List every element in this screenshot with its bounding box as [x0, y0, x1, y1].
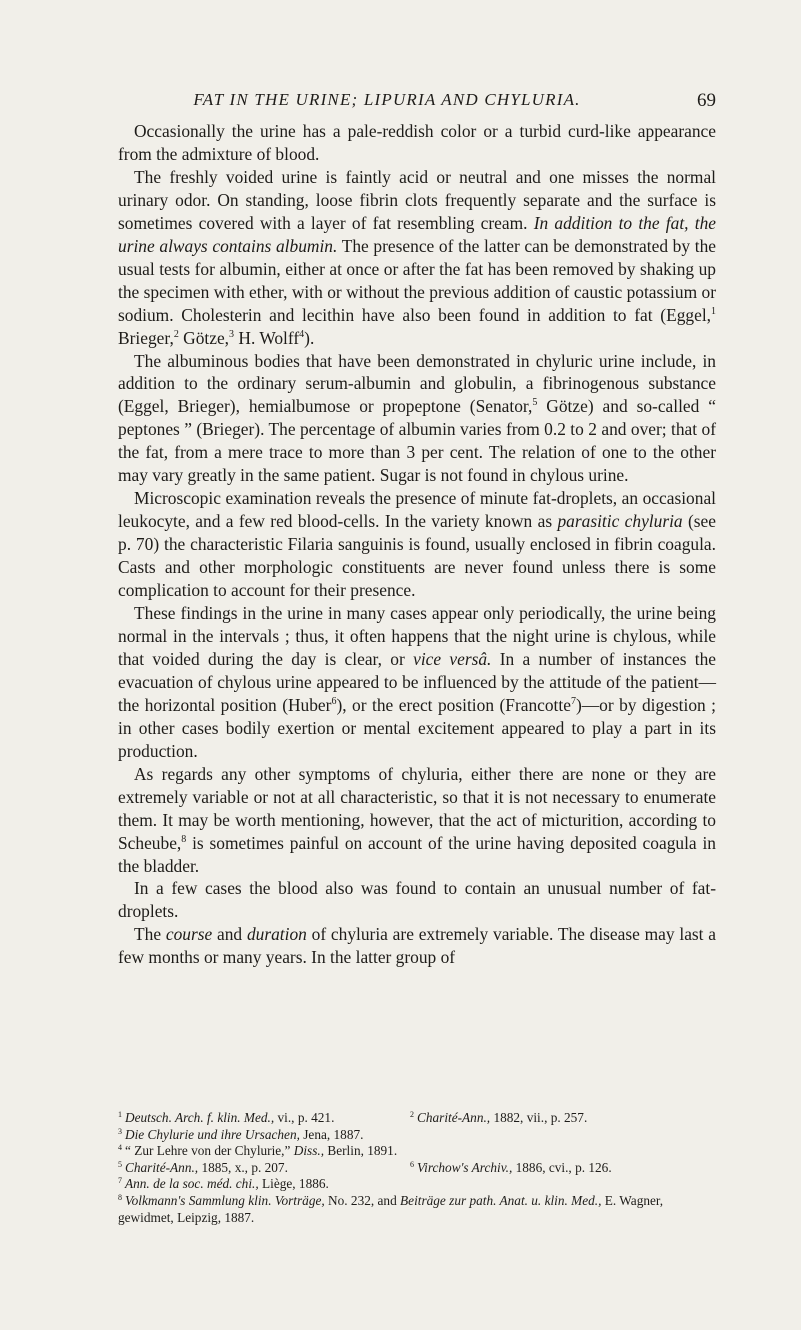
- footnote-title: Die Chylurie und ihre Ursachen,: [125, 1126, 300, 1142]
- footnote-ref: 5: [532, 397, 538, 409]
- text-run: H. Wolff: [234, 327, 300, 348]
- paragraph: [118, 923, 716, 969]
- emphasis: parasitic chyluria: [557, 511, 683, 532]
- footnote-1: [118, 1110, 410, 1127]
- footnote-text: vi., p. 421.: [274, 1110, 335, 1125]
- text-run: (see p. 70) the characteristic Filaria sanguinis is found, usually enclosed in fibrin coagula. Casts and other morphologic constituents are never found unless there is some complication to account for their presence.: [118, 511, 716, 601]
- text-run: and: [217, 924, 243, 945]
- footnote-ref: 4: [299, 328, 305, 340]
- footnote-number: 5: [118, 1159, 122, 1169]
- footnote-title: Diss.,: [293, 1143, 325, 1159]
- body-text: [118, 120, 716, 969]
- footnote-number: 6: [410, 1159, 414, 1169]
- footnote-text: E. Wagner, gewidmet, Leipzig, 1887.: [118, 1192, 664, 1225]
- emphasis: course: [165, 924, 213, 945]
- paragraph: [118, 120, 716, 166]
- page-header: [118, 90, 716, 114]
- footnote-number: 7: [118, 1176, 122, 1186]
- text-run: The freshly voided urine is faintly acid or neutral and one misses the normal urinary odor. On standing, loose fibrin clots frequently separate and the surface is sometimes covered with a layer of fat resembling cream.: [118, 166, 716, 233]
- footnote-ref: 1: [711, 305, 716, 317]
- footnote-ref: 8: [181, 833, 187, 845]
- footnote-number: 8: [118, 1192, 122, 1202]
- footnote-text: “ Zur Lehre von der Chylurie,”: [125, 1143, 294, 1159]
- footnote-ref: 7: [570, 695, 576, 707]
- footnote-text: Jena, 1887.: [299, 1126, 364, 1142]
- footnote-title: Charité-Ann.,: [125, 1159, 199, 1175]
- footnote-ref: 3: [229, 328, 235, 340]
- footnote-row: [118, 1160, 716, 1177]
- text-run: ).: [304, 327, 315, 348]
- footnote-number: 1: [118, 1110, 122, 1119]
- footnote-text: 1882, vii., p. 257.: [490, 1110, 588, 1125]
- emphasis: vice versâ.: [413, 648, 492, 669]
- text-run: Occasionally the urine has a pale-reddish color or a turbid curd-like appearance from the admixture of blood.: [118, 121, 716, 164]
- text-run: ), or the erect position (Francotte: [336, 694, 571, 715]
- text-run: Götze,: [178, 327, 230, 348]
- footnotes: [118, 1110, 716, 1226]
- text-run: The presence of the latter can be demonstrated by the usual tests for albumin, either at once or after the fat has been removed by shaking up the specimen with ether, with or without the previous addition of caustic potassium or sodium. Cholesterin and lecithin have also been found in addition to fat (Eggel,: [118, 235, 716, 325]
- footnote-text: Berlin, 1891.: [324, 1143, 398, 1159]
- footnote-8: [118, 1193, 716, 1226]
- text-run: These findings in the urine in many cases appear only periodically, the urine being normal in the intervals ; thus, it often happens that the night urine is chylous, while that voided during the day is clear, or: [118, 603, 716, 669]
- footnote-title: Charité-Ann.,: [417, 1110, 491, 1125]
- text-run: As regards any other symptoms of chyluria, either there are none or they are extremely variable or not at all characteristic, so that it is not necessary to enumerate them. It may be worth mentioning, however, that the act of micturition, according to Scheube,: [118, 763, 716, 853]
- footnote-title: Deutsch. Arch. f. klin. Med.,: [125, 1110, 275, 1125]
- footnote-4: [118, 1143, 716, 1160]
- footnote-number: 4: [118, 1143, 122, 1153]
- page-number: 69: [697, 90, 716, 111]
- footnote-3: [118, 1127, 716, 1144]
- footnote-7: [118, 1176, 716, 1193]
- footnote-text: 1886, cvi., p. 126.: [512, 1159, 612, 1175]
- footnote-title: Beiträge zur path. Anat. u. klin. Med.,: [400, 1192, 602, 1208]
- text-run: Microscopic examination reveals the presence of minute fat-droplets, an occasional leukocyte, and a few red blood-cells. In the variety known as: [118, 488, 716, 532]
- text-run: In a number of instances the evacuation of chylous urine appeared to be influenced by the attitude of the patient—the horizontal position (Huber: [118, 648, 717, 715]
- footnote-title: Virchow's Archiv.,: [417, 1159, 513, 1175]
- text-run: In a few cases the blood also was found to contain an unusual number of fat-droplets.: [118, 878, 716, 922]
- footnote-ref: 2: [173, 328, 179, 340]
- footnote-ref: 6: [331, 695, 337, 707]
- footnote-number: 2: [410, 1110, 414, 1119]
- paragraph: [118, 487, 716, 602]
- paragraph: [118, 602, 716, 763]
- text-run: Brieger,: [118, 327, 174, 348]
- footnote-row: [118, 1110, 716, 1127]
- footnote-title: Volkmann's Sammlung klin. Vorträge,: [125, 1192, 325, 1208]
- text-run: The albuminous bodies that have been demonstrated in chyluric urine include, in addition to the ordinary serum-albumin and globulin, a fibrinogenous substance (Eggel, Brieger), hemialbumose or propeptone (Senator,: [118, 350, 716, 417]
- footnote-text: Liège, 1886.: [258, 1176, 329, 1192]
- footnote-text: No. 232, and: [324, 1192, 401, 1208]
- footnote-title: Ann. de la soc. méd. chi.,: [125, 1176, 259, 1192]
- text-run: is sometimes painful on account of the urine having deposited coagula in the bladder.: [118, 832, 716, 876]
- footnote-2: [410, 1110, 716, 1127]
- text-run: )—or by digestion ; in other cases bodily exertion or mental excitement appeared to play a part in its production.: [118, 694, 717, 761]
- footnote-6: [410, 1160, 716, 1177]
- paragraph: [118, 763, 716, 878]
- running-title: FAT IN THE URINE; LIPURIA AND CHYLURIA.: [193, 90, 581, 109]
- text-run: of chyluria are extremely variable. The disease may last a few months or many years. In the latter group of: [118, 924, 717, 968]
- text-run: The: [134, 924, 162, 945]
- text-run: Götze) and so-called “ peptones ” (Brieger). The percentage of albumin varies from 0.2 to 2 and over; that of the fat, from a mere trace to more than 3 per cent. The relation of one to the other may vary greatly in the same patient. Sugar is not found in chylous urine.: [118, 396, 716, 486]
- footnote-5: [118, 1160, 410, 1177]
- emphasis: duration: [246, 924, 307, 945]
- paragraph: [118, 877, 716, 923]
- footnote-number: 3: [118, 1126, 122, 1136]
- paragraph: [118, 350, 716, 488]
- paragraph: [118, 166, 716, 350]
- emphasis: In addition to the fat, the urine always contains albumin.: [118, 212, 716, 256]
- footnote-text: 1885, x., p. 207.: [198, 1159, 288, 1175]
